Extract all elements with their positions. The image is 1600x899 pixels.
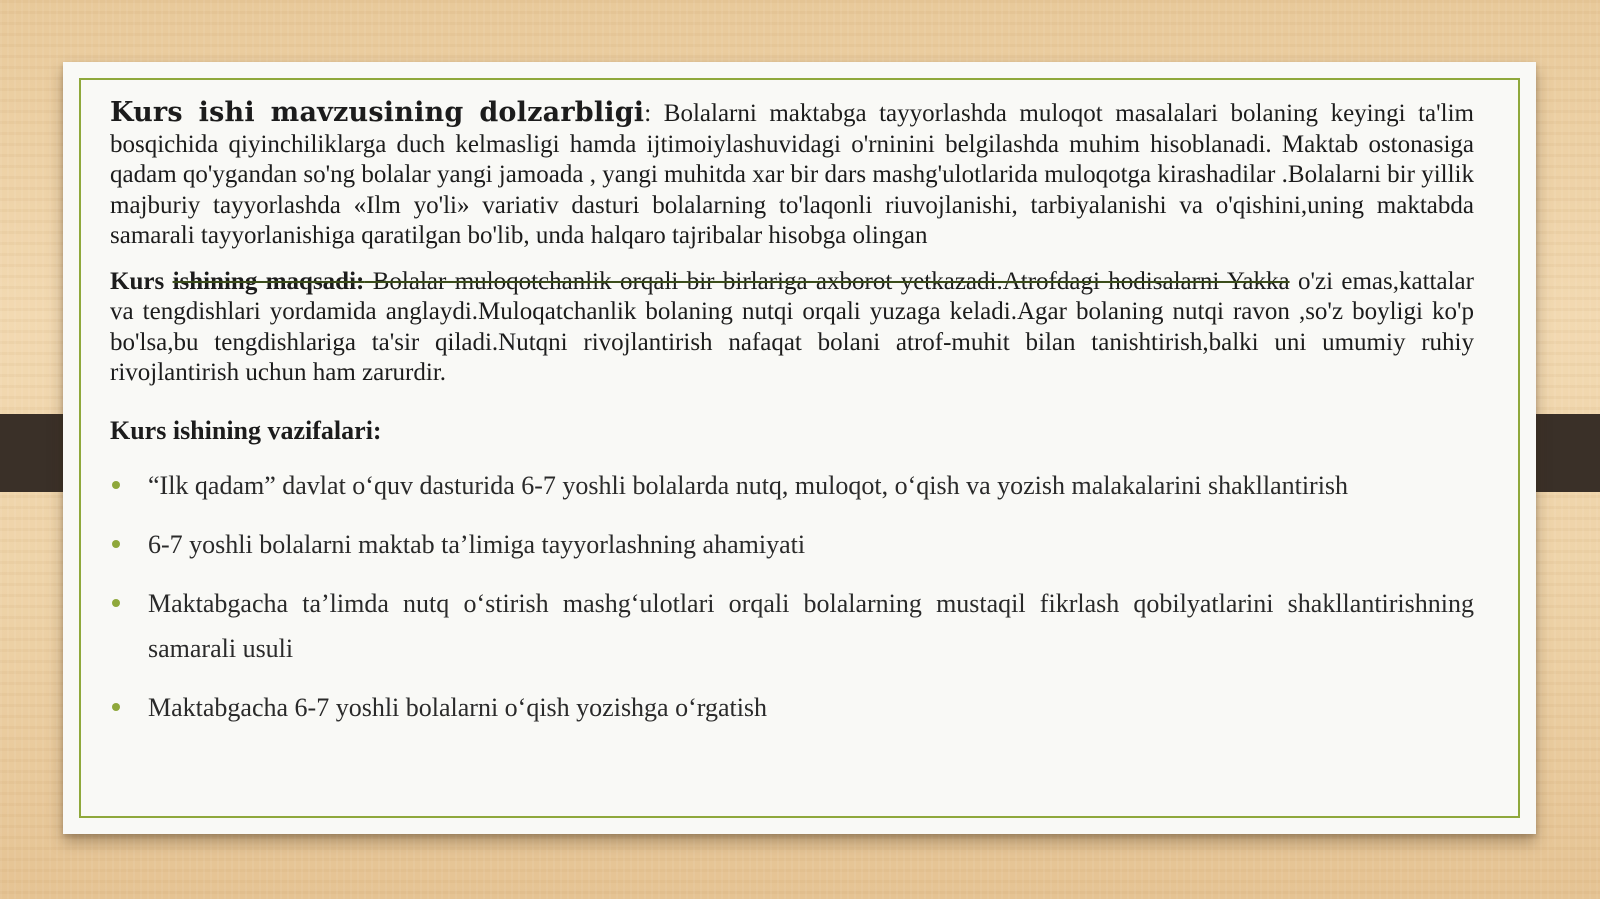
goal-paragraph [110,267,1474,389]
list-item [110,463,1474,508]
tasks-heading: Kurs ishining vazifalari: [110,415,382,445]
slide-content [110,98,1474,744]
bullet-dot-icon [112,599,120,607]
slide-paper [63,62,1536,834]
relevance-colon: : [644,100,652,127]
tasks-list [110,463,1474,730]
list-item [110,522,1474,567]
list-item [110,685,1474,730]
goal-heading-start: Kurs [110,267,173,295]
task-text: Maktabgacha ta’limda nutq o‘stirish mashg‘ulotlari orqali bolalarning mustaqil fikrlash qobilyatlarini shakllantirishning samarali usuli [148,588,1474,663]
relevance-paragraph [110,98,1474,252]
bullet-dot-icon [112,481,120,489]
task-text: Maktabgacha 6-7 yoshli bolalarni o‘qish yozishga o‘rgatish [148,692,768,722]
goal-body-struck: Bolalar muloqotchanlik orqali bir birlariga axborot yetkazadi.Atrofdagi hodisalarni Yakka [364,267,1290,295]
goal-heading-struck: ishining maqsadi: [172,267,365,295]
relevance-body: Bolalarni maktabga tayyorlashda muloqot masalalari bolaning keyingi ta'lim bosqichida qiyinchiliklarga duch kelmasligi hamda ijtimoiylashuvidagi o'rninini belgilashda muhim hisoblanadi. Maktab ostonasiga qadam qo'ygandan so'ng bolalar yangi jamoada , yangi muhitda xar bir dars mashg'ulotlarida muloqotga kirashadilar .Bolalarni bir yillik majburiy tayyorlashda «Ilm yo'li» variativ dasturi bolalarning to'laqonli riuvojlanishi, tarbiyalanishi va o'qishini,uning maktabda samarali tayyorlanishiga qaratilgan bo'lib, unda halqaro tajribalar hisobga olingan [110,100,1474,249]
relevance-heading: Kurs ishi mavzusining dolzarbligi [110,97,645,128]
task-text: 6-7 yoshli bolalarni maktab ta’limiga tayyorlashning ahamiyati [148,529,806,559]
bullet-dot-icon [112,703,120,711]
list-item [110,581,1474,671]
bullet-dot-icon [112,540,120,548]
goal-body: o'zi emas,kattalar va tengdishlari yordamida anglaydi.Muloqatchanlik bolaning nutqi orqali yuzaga keladi.Agar bolaning nutqi ravon ,so'z boyligi ko'p bo'lsa,bu tengdishlariga ta'sir qiladi.Nutqni rivojlantirish nafaqat bolani atrof-muhit bilan tanishtirish,balki uni umumiy ruhiy rivojlantirish uchun ham zarurdir. [110,267,1474,386]
task-text: “Ilk qadam” davlat o‘quv dasturida 6-7 yoshli bolalarda nutq, muloqot, o‘qish va yozish malakalarini shakllantirish [148,470,1349,500]
